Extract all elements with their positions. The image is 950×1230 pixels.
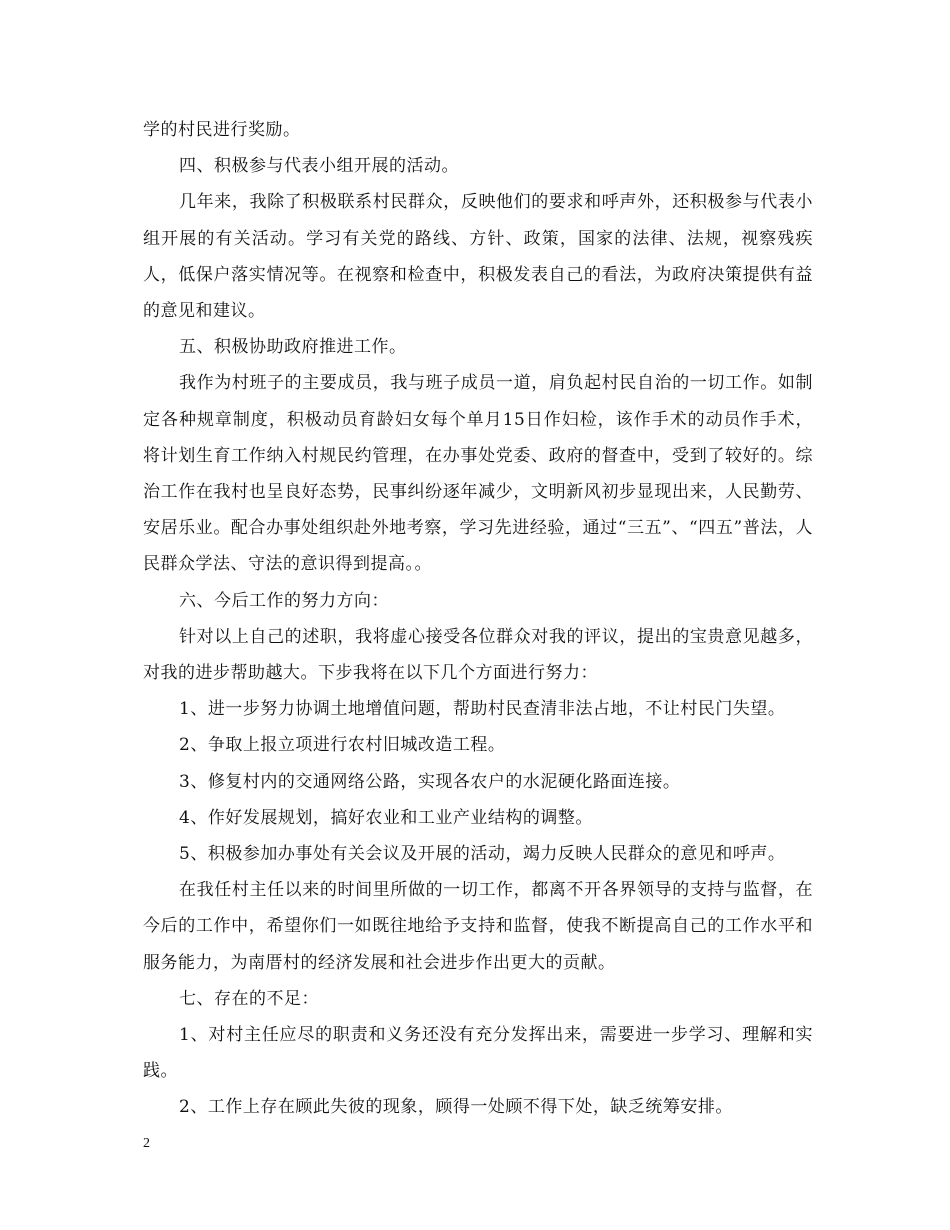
paragraph: 我作为村班子的主要成员，我与班子成员一道，肩负起村民自治的一切工作。如制定各种规章制度，积极动员育龄妇女每个单月15日作妇检，该作手术的动员作手术，将计划生育工作纳入村规民约管理，在办事处党委、政府的督查中，受到了较好的。综治工作在我村也呈良好态势，民事纠纷逐年减少，文明新风初步显现出来，人民勤劳、安居乐业。配合办事处组织赴外地考察，学习先进经验，通过“三五”、“四五”普法，人民群众学法、守法的意识得到提高。。	[143, 373, 813, 575]
list-item: 4、作好发展规划，搞好农业和工业产业结构的调整。	[179, 807, 593, 828]
page-number: 2	[143, 1136, 150, 1151]
paragraph: 针对以上自己的述职，我将虚心接受各位群众对我的评议，提出的宝贵意见越多，对我的进步帮助越大。下步我将在以下几个方面进行努力：	[143, 626, 813, 684]
list-item: 2、争取上报立项进行农村旧城改造工程。	[179, 735, 506, 756]
section-heading: 四、积极参与代表小组开展的活动。	[179, 156, 459, 177]
list-item: 5、积极参加办事处有关会议及开展的活动，竭力反映人民群众的意见和呼声。	[179, 844, 786, 865]
paragraph: 学的村民进行奖励。	[143, 120, 301, 140]
list-item: 2、工作上存在顾此失彼的现象，顾得一处顾不得下处，缺乏统筹安排。	[179, 1097, 733, 1118]
list-item: 3、修复村内的交通网络公路，实现各农户的水泥硬化路面连接。	[179, 771, 681, 792]
list-item: 1、进一步努力协调土地增值问题，帮助村民查清非法占地，不让村民门失望。	[179, 699, 786, 720]
section-heading: 五、积极协助政府推进工作。	[179, 337, 407, 358]
list-item: 1、对村主任应尽的职责和义务还没有充分发挥出来，需要进一步学习、理解和实践。	[143, 1025, 813, 1082]
section-heading: 七、存在的不足：	[179, 988, 319, 1009]
document-body	[143, 112, 813, 1126]
section-heading: 六、今后工作的努力方向：	[179, 590, 389, 611]
paragraph: 几年来，我除了积极联系村民群众，反映他们的要求和呼声外，还积极参与代表小组开展的有关活动。学习有关党的路线、方针、政策，国家的法律、法规，视察残疾人，低保户落实情况等。在视察和检查中，积极发表自己的看法，为政府决策提供有益的意见和建议。	[143, 192, 813, 322]
paragraph: 在我任村主任以来的时间里所做的一切工作，都离不开各界领导的支持与监督，在今后的工作中，希望你们一如既往地给予支持和监督，使我不断提高自己的工作水平和服务能力，为南厝村的经济发展和社会进步作出更大的贡献。	[143, 880, 813, 973]
